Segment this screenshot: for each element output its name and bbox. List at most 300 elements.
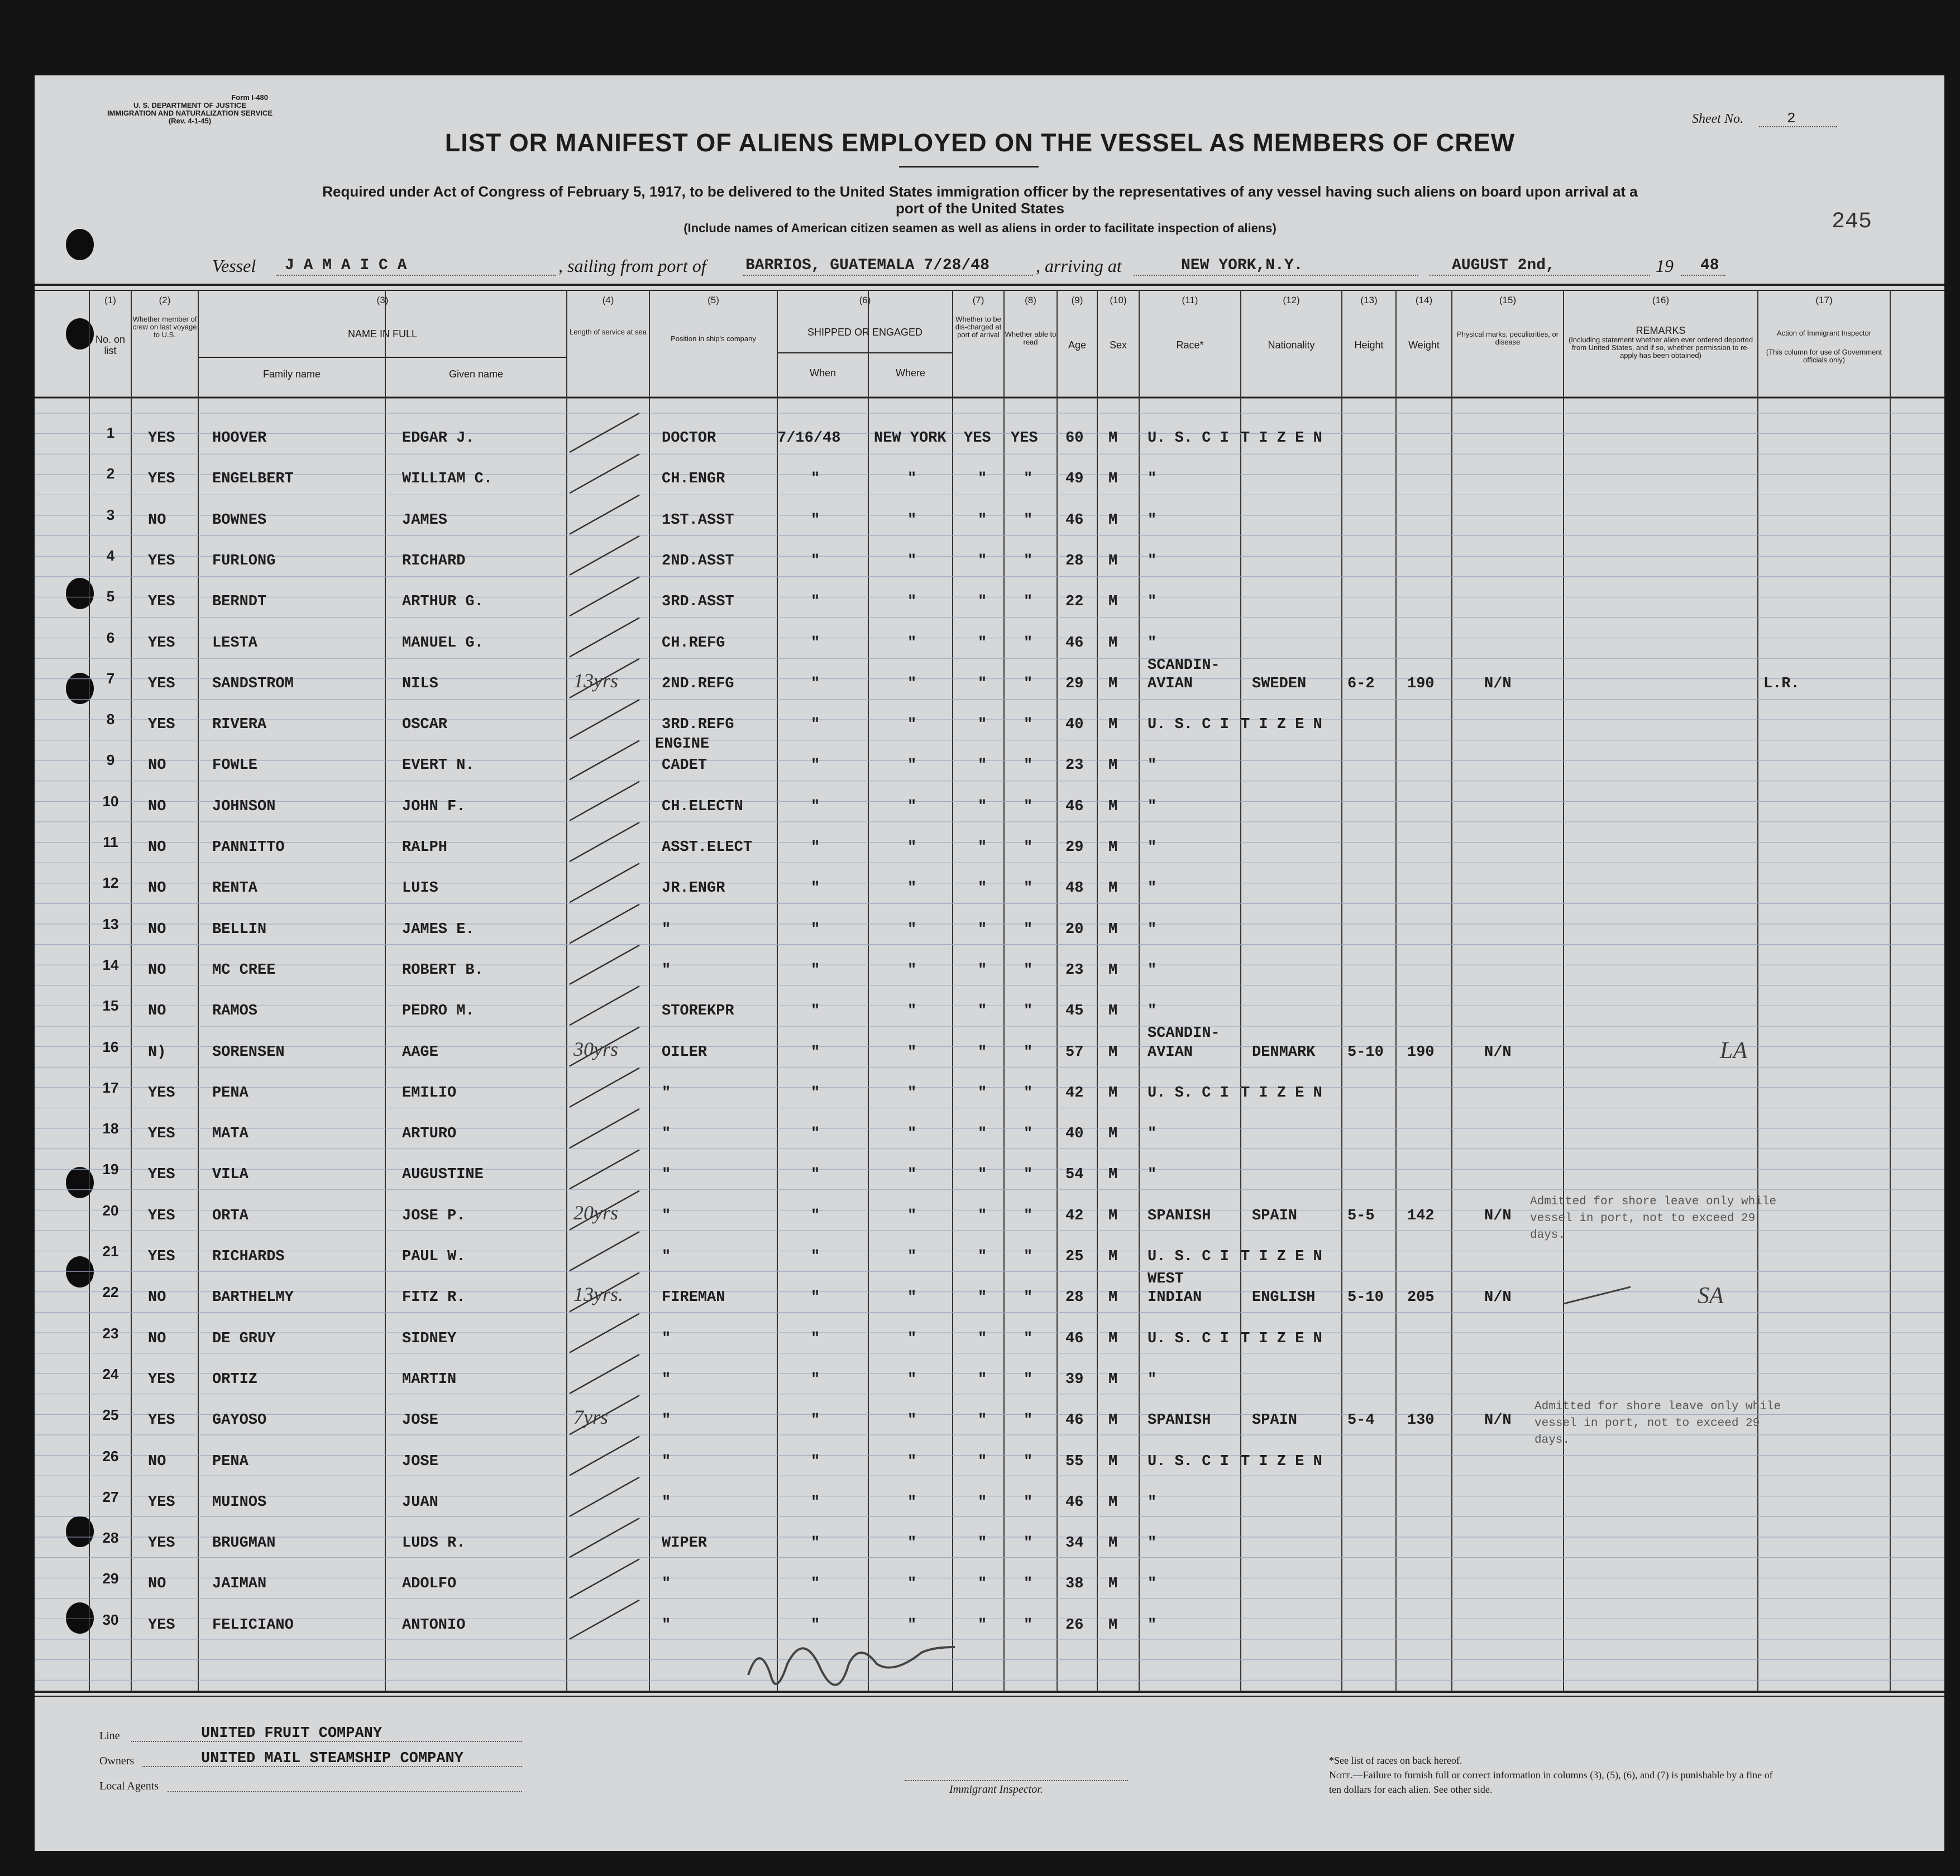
sex-cell: M	[1108, 1044, 1118, 1061]
discharged-cell: "	[978, 1330, 987, 1347]
height-cell: 5-10	[1347, 1044, 1384, 1061]
last-voyage-cell: YES	[148, 1371, 175, 1388]
row-number: 3	[106, 506, 115, 523]
last-voyage-cell: NO	[148, 511, 166, 529]
sheet-label: Sheet No.	[1692, 112, 1743, 126]
family-name-cell: HOOVER	[212, 430, 267, 447]
shipped-when-cell: "	[811, 471, 820, 488]
shipped-where-cell: "	[907, 1248, 917, 1265]
discharged-cell: "	[978, 798, 987, 815]
read-cell: "	[1024, 1535, 1033, 1552]
family-name-cell: DE GRUY	[212, 1330, 276, 1347]
service-slash	[570, 1314, 639, 1353]
row-number: 27	[102, 1488, 119, 1505]
nationality-cell: DENMARK	[1252, 1044, 1316, 1061]
last-voyage-cell: NO	[148, 798, 166, 815]
given-name-cell: AAGE	[402, 1044, 438, 1061]
column-number: (15)	[1499, 295, 1517, 305]
column-header-shipped: SHIPPED OR ENGAGED	[807, 327, 923, 338]
position-cell: CH.REFG	[662, 634, 725, 652]
race-cell: "	[1148, 1494, 1157, 1511]
line-value: UNITED FRUIT COMPANY	[201, 1725, 383, 1742]
last-voyage-cell: YES	[148, 552, 175, 570]
discharged-cell: "	[978, 1453, 987, 1470]
position-cell: 2ND.ASST	[662, 552, 734, 570]
sex-cell: M	[1108, 1289, 1118, 1306]
age-cell: 23	[1065, 757, 1084, 774]
sex-cell: M	[1108, 1371, 1118, 1388]
inspector-action-cell: SA	[1698, 1283, 1724, 1309]
shipped-when-cell: "	[811, 1535, 820, 1552]
family-name-cell: PANNITTO	[212, 839, 285, 856]
shipped-where-cell: "	[907, 1084, 917, 1102]
column-number: (11)	[1182, 295, 1198, 305]
nationality-cell: T I Z E N	[1241, 430, 1322, 447]
position-cell: "	[662, 1166, 671, 1184]
race-cell: "	[1148, 757, 1157, 774]
shipped-where-cell: "	[907, 594, 917, 611]
family-name-cell: LESTA	[212, 634, 258, 652]
race-cell: "	[1148, 1371, 1157, 1388]
read-cell: "	[1024, 961, 1033, 979]
family-name-cell: PENA	[212, 1453, 248, 1470]
sex-cell: M	[1108, 1412, 1118, 1429]
row-number: 30	[102, 1611, 119, 1628]
row-number: 16	[102, 1038, 119, 1055]
column-header-position: Position in ship's company	[671, 334, 756, 343]
family-name-cell: FURLONG	[212, 552, 276, 570]
given-name-cell: FITZ R.	[402, 1289, 466, 1306]
age-cell: 28	[1065, 552, 1084, 570]
race-cell: U. S. C I	[1148, 1248, 1229, 1265]
form-id: Form I-480	[231, 93, 268, 102]
age-cell: 57	[1065, 1044, 1084, 1061]
family-name-cell: JOHNSON	[212, 798, 276, 815]
column-number: (7)	[972, 295, 984, 305]
family-name-cell: RENTA	[212, 880, 258, 897]
read-cell: YES	[1011, 430, 1038, 447]
given-name-cell: JOSE	[402, 1412, 438, 1429]
age-cell: 34	[1065, 1535, 1084, 1552]
read-cell: "	[1024, 552, 1033, 570]
position-cell: CH.ENGR	[662, 471, 725, 488]
shipped-when-cell: "	[811, 552, 820, 570]
row-number: 8	[106, 711, 115, 728]
given-name-cell: EMILIO	[402, 1084, 457, 1102]
race-cell: "	[1148, 552, 1157, 570]
shipped-where-cell: "	[907, 716, 917, 734]
family-name-cell: BOWNES	[212, 511, 267, 529]
service-length-cell: 13yrs	[573, 669, 618, 692]
column-header-when: When	[809, 367, 836, 379]
service-slash	[570, 577, 639, 616]
given-name-cell: MARTIN	[402, 1371, 457, 1388]
column-number: (16)	[1652, 295, 1670, 305]
column-header-physical-marks: Physical marks, peculiarities, or disease	[1456, 330, 1559, 346]
last-voyage-cell: YES	[148, 1535, 175, 1552]
read-cell: "	[1024, 1330, 1033, 1347]
column-header-last-voyage: Whether member of crew on last voyage to U.S.	[132, 315, 197, 339]
subtitle-port: port of the United States	[896, 200, 1064, 217]
age-cell: 54	[1065, 1166, 1084, 1184]
position-cell: 1ST.ASST	[662, 511, 734, 529]
family-name-cell: GAYOSO	[212, 1412, 267, 1429]
race-cell: U. S. C I	[1148, 1084, 1229, 1102]
family-name-cell: PENA	[212, 1084, 248, 1102]
discharged-cell: "	[978, 1044, 987, 1061]
family-name-cell: BELLIN	[212, 921, 267, 938]
family-name-cell: JAIMAN	[212, 1576, 267, 1593]
given-name-cell: OSCAR	[402, 716, 448, 734]
shipped-where-cell: "	[907, 1289, 917, 1306]
discharged-cell: "	[978, 1576, 987, 1593]
sex-cell: M	[1108, 798, 1118, 815]
given-name-cell: LUDS R.	[402, 1535, 466, 1552]
discharged-cell: "	[978, 471, 987, 488]
column-number: (6)	[859, 295, 871, 305]
shipped-when-cell: "	[811, 880, 820, 897]
shipped-where-cell: "	[907, 1412, 917, 1429]
read-cell: "	[1024, 634, 1033, 652]
shipped-when-cell: "	[811, 1084, 820, 1102]
read-cell: "	[1024, 921, 1033, 938]
read-cell: "	[1024, 1494, 1033, 1511]
row-number: 22	[102, 1284, 119, 1301]
sex-cell: M	[1108, 430, 1118, 447]
position-cell: "	[662, 1248, 671, 1265]
note-label: Note.	[1329, 1769, 1353, 1781]
position-cell: "	[662, 1330, 671, 1347]
family-name-cell: ORTA	[212, 1207, 248, 1224]
position-cell: "	[662, 1616, 671, 1634]
last-voyage-cell: NO	[148, 1330, 166, 1347]
shipped-when-cell: "	[811, 798, 820, 815]
sex-cell: M	[1108, 1166, 1118, 1184]
given-name-cell: EVERT N.	[402, 757, 475, 774]
read-cell: "	[1024, 1371, 1033, 1388]
age-cell: 46	[1065, 634, 1084, 652]
discharged-cell: "	[978, 1003, 987, 1020]
column-header-sex: Sex	[1109, 339, 1127, 351]
shipped-when-cell: "	[811, 1166, 820, 1184]
race-cell: "	[1148, 1535, 1157, 1552]
read-cell: "	[1024, 1166, 1033, 1184]
nationality-cell: T I Z E N	[1241, 1453, 1322, 1470]
column-header-age: Age	[1068, 339, 1087, 351]
row-number: 20	[102, 1202, 119, 1219]
discharged-cell: "	[978, 1166, 987, 1184]
agents-label: Local Agents	[99, 1780, 159, 1792]
age-cell: 60	[1065, 430, 1084, 447]
given-name-cell: JOHN F.	[402, 798, 466, 815]
family-name-cell: MATA	[212, 1126, 248, 1143]
shipped-where-cell: "	[907, 1371, 917, 1388]
family-name-cell: BERNDT	[212, 594, 267, 611]
service-slash	[570, 495, 639, 534]
sex-cell: M	[1108, 839, 1118, 856]
last-voyage-cell: NO	[148, 839, 166, 856]
last-voyage-cell: NO	[148, 1576, 166, 1593]
owners-label: Owners	[99, 1755, 135, 1767]
race-cell: "	[1148, 1003, 1157, 1020]
shipped-where-cell: "	[907, 961, 917, 979]
family-name-cell: RAMOS	[212, 1003, 258, 1020]
vessel-name: J A M A I C A	[285, 257, 407, 274]
shipped-when-cell: "	[811, 675, 820, 692]
discharged-cell: "	[978, 552, 987, 570]
age-cell: 40	[1065, 1126, 1084, 1143]
read-cell: "	[1024, 471, 1033, 488]
race-cell: "	[1148, 1126, 1157, 1143]
last-voyage-cell: NO	[148, 880, 166, 897]
column-header-where: Where	[895, 367, 925, 379]
age-cell: 29	[1065, 839, 1084, 856]
fine-note	[1329, 1768, 1787, 1797]
age-cell: 49	[1065, 471, 1084, 488]
note-text: —Failure to furnish full or correct information in columns (3), (5), (6), and (7) is punishable by a fine of ten dollars for each alien. See other side.	[1329, 1769, 1773, 1795]
row-number: 14	[102, 956, 119, 973]
nationality-cell: SWEDEN	[1252, 675, 1307, 692]
year-prefix: 19	[1656, 256, 1674, 276]
nationality-cell: SPAIN	[1252, 1412, 1298, 1429]
discharged-cell: "	[978, 880, 987, 897]
shipped-when-cell: "	[811, 1412, 820, 1429]
given-name-cell: EDGAR J.	[402, 430, 475, 447]
last-voyage-cell: YES	[148, 1126, 175, 1143]
read-cell: "	[1024, 798, 1033, 815]
sex-cell: M	[1108, 1330, 1118, 1347]
column-number: (9)	[1071, 295, 1083, 305]
given-name-cell: RICHARD	[402, 552, 466, 570]
sex-cell: M	[1108, 961, 1118, 979]
service-slash	[570, 454, 639, 493]
race-cell: U. S. C I	[1148, 430, 1229, 447]
shore-leave-stamp: Admitted for shore leave only while vessel in port, not to exceed 29 days.	[1530, 1195, 1777, 1242]
read-cell: "	[1024, 1453, 1033, 1470]
column-header-read: Whether able to read	[1005, 330, 1057, 346]
column-number: (12)	[1283, 295, 1300, 305]
position-cell: "	[662, 1576, 671, 1593]
last-voyage-cell: NO	[148, 961, 166, 979]
service-slash	[570, 1477, 639, 1516]
family-name-cell: VILA	[212, 1166, 248, 1184]
row-number: 1	[106, 424, 115, 441]
sex-cell: M	[1108, 1084, 1118, 1102]
shipped-when-cell: "	[811, 594, 820, 611]
inspector-action-cell: L.R.	[1763, 675, 1800, 692]
race-cell: INDIAN	[1148, 1289, 1202, 1306]
arriving-at: NEW YORK,N.Y.	[1181, 257, 1303, 274]
read-cell: "	[1024, 757, 1033, 774]
discharged-cell: "	[978, 1494, 987, 1511]
column-header-given-name: Given name	[448, 368, 504, 380]
service-slash	[570, 1355, 639, 1394]
shipped-when-cell: "	[811, 511, 820, 529]
discharged-cell: "	[978, 1084, 987, 1102]
nationality-cell: T I Z E N	[1241, 1248, 1322, 1265]
shipped-where-cell: "	[907, 921, 917, 938]
read-cell: "	[1024, 511, 1033, 529]
nationality-cell: T I Z E N	[1241, 1330, 1322, 1347]
service-slash	[570, 782, 639, 821]
read-cell: "	[1024, 594, 1033, 611]
family-name-cell: ENGELBERT	[212, 471, 294, 488]
age-cell: 40	[1065, 716, 1084, 734]
position-cell: "	[662, 1207, 671, 1224]
read-cell: "	[1024, 1289, 1033, 1306]
discharged-cell: "	[978, 511, 987, 529]
sex-cell: M	[1108, 716, 1118, 734]
service-slash	[570, 1600, 639, 1639]
age-cell: 25	[1065, 1248, 1084, 1265]
read-cell: "	[1024, 1412, 1033, 1429]
nationality-cell: T I Z E N	[1241, 1084, 1322, 1102]
department: U. S. DEPARTMENT OF JUSTICE	[133, 101, 246, 109]
given-name-cell: JAMES	[402, 511, 448, 529]
shipped-when-cell: "	[811, 634, 820, 652]
shipped-where-cell: "	[907, 1535, 917, 1552]
shipped-when-cell: 7/16/48	[777, 430, 841, 447]
position-cell: 2ND.REFG	[662, 675, 734, 692]
position-cell: "	[662, 1371, 671, 1388]
height-cell: 5-5	[1347, 1207, 1375, 1224]
service-slash	[570, 618, 639, 657]
weight-cell: 190	[1407, 1044, 1435, 1061]
row-number: 28	[102, 1529, 119, 1547]
subtitle-note: (Include names of American citizen seamen as well as aliens in order to facilitate inspection of aliens)	[683, 221, 1277, 235]
race-cell: SCANDIN-	[1148, 657, 1220, 674]
given-name-cell: AUGUSTINE	[402, 1166, 484, 1184]
last-voyage-cell: YES	[148, 1084, 175, 1102]
column-header-remarks-note: (Including statement whether alien ever ordered deported from United States, and if so, whether permission to re-apply has been obtained)	[1568, 336, 1753, 360]
service-slash	[570, 536, 639, 575]
given-name-cell: ROBERT B.	[402, 961, 484, 979]
row-number: 5	[106, 588, 115, 605]
shore-leave-stamp: Admitted for shore leave only while vessel in port, not to exceed 29 days.	[1534, 1400, 1781, 1447]
position-cell: CADET	[662, 757, 707, 774]
shipped-when-cell: "	[811, 961, 820, 979]
service-slash	[570, 413, 639, 452]
row-number: 18	[102, 1120, 119, 1137]
discharged-cell: "	[978, 1371, 987, 1388]
inspector-action-cell: LA	[1720, 1037, 1748, 1064]
column-header-height: Height	[1354, 339, 1384, 351]
shipped-when-cell: "	[811, 1371, 820, 1388]
column-header-race: Race*	[1176, 339, 1204, 351]
service-slash	[570, 822, 639, 862]
physical-marks-cell: N/N	[1484, 1044, 1512, 1061]
height-cell: 6-2	[1347, 675, 1375, 692]
row-number: 13	[102, 915, 119, 932]
sex-cell: M	[1108, 1494, 1118, 1511]
given-name-cell: SIDNEY	[402, 1330, 457, 1347]
race-cell: "	[1148, 1616, 1157, 1634]
service-length-cell: 13yrs.	[573, 1283, 623, 1306]
discharged-cell: "	[978, 716, 987, 734]
column-number: (8)	[1025, 295, 1036, 305]
sex-cell: M	[1108, 921, 1118, 938]
age-cell: 55	[1065, 1453, 1084, 1470]
given-name-cell: ARTURO	[402, 1126, 457, 1143]
age-cell: 46	[1065, 1412, 1084, 1429]
physical-marks-cell: N/N	[1484, 1207, 1512, 1224]
position-cell: 3RD.ASST	[662, 594, 734, 611]
shipped-where-cell: "	[907, 1330, 917, 1347]
column-number: (10)	[1110, 295, 1127, 305]
sex-cell: M	[1108, 757, 1118, 774]
service-slash	[570, 1437, 639, 1476]
position-cell: STOREKPR	[662, 1003, 734, 1020]
race-cell: "	[1148, 634, 1157, 652]
read-cell: "	[1024, 1084, 1033, 1102]
discharged-cell: "	[978, 594, 987, 611]
shipped-when-cell: "	[811, 839, 820, 856]
row-number: 23	[102, 1324, 119, 1342]
sex-cell: M	[1108, 1248, 1118, 1265]
read-cell: "	[1024, 716, 1033, 734]
shipped-when-cell: "	[811, 757, 820, 774]
shipped-when-cell: "	[811, 1616, 820, 1634]
given-name-cell: JOSE	[402, 1453, 438, 1470]
sex-cell: M	[1108, 552, 1118, 570]
row-number: 24	[102, 1365, 119, 1382]
last-voyage-cell: NO	[148, 1453, 166, 1470]
row-number: 15	[102, 997, 119, 1014]
position-cell: "	[662, 1084, 671, 1102]
last-voyage-cell: NO	[148, 757, 166, 774]
race-cell: U. S. C I	[1148, 716, 1229, 734]
column-number: (4)	[602, 295, 614, 305]
inspector-label: Immigrant Inspector.	[949, 1783, 1043, 1796]
sex-cell: M	[1108, 1003, 1118, 1020]
position-cell: OILER	[662, 1044, 707, 1061]
stamp-number: 245	[1832, 209, 1872, 234]
position-cell: "	[662, 1412, 671, 1429]
race-cell: U. S. C I	[1148, 1453, 1229, 1470]
height-cell: 5-4	[1347, 1412, 1375, 1429]
given-name-cell: ANTONIO	[402, 1616, 466, 1634]
age-cell: 23	[1065, 961, 1084, 979]
position-cell: 3RD.REFG	[662, 716, 734, 734]
given-name-cell: JOSE P.	[402, 1207, 466, 1224]
last-voyage-cell: YES	[148, 675, 175, 692]
service-slash	[570, 700, 639, 739]
last-voyage-cell: YES	[148, 594, 175, 611]
sex-cell: M	[1108, 675, 1118, 692]
last-voyage-cell: YES	[148, 1207, 175, 1224]
age-cell: 39	[1065, 1371, 1084, 1388]
sex-cell: M	[1108, 1576, 1118, 1593]
service-length-cell: 20yrs	[573, 1201, 618, 1224]
age-cell: 26	[1065, 1616, 1084, 1634]
family-name-cell: MUINOS	[212, 1494, 267, 1511]
owners-value: UNITED MAIL STEAMSHIP COMPANY	[201, 1750, 463, 1767]
weight-cell: 205	[1407, 1289, 1435, 1306]
row-number: 7	[106, 669, 115, 687]
column-number: (2)	[159, 295, 171, 305]
last-voyage-cell: YES	[148, 1616, 175, 1634]
shipped-where-cell: "	[907, 1126, 917, 1143]
row-number: 2	[106, 465, 115, 482]
sex-cell: M	[1108, 594, 1118, 611]
page-title: LIST OR MANIFEST OF ALIENS EMPLOYED ON THE VESSEL AS MEMBERS OF CREW	[444, 128, 1516, 157]
position-cell: ENGINE	[655, 736, 710, 753]
family-name-cell: MC CREE	[212, 961, 276, 979]
age-cell: 45	[1065, 1003, 1084, 1020]
position-cell: "	[662, 1453, 671, 1470]
read-cell: "	[1024, 1576, 1033, 1593]
given-name-cell: RALPH	[402, 839, 448, 856]
